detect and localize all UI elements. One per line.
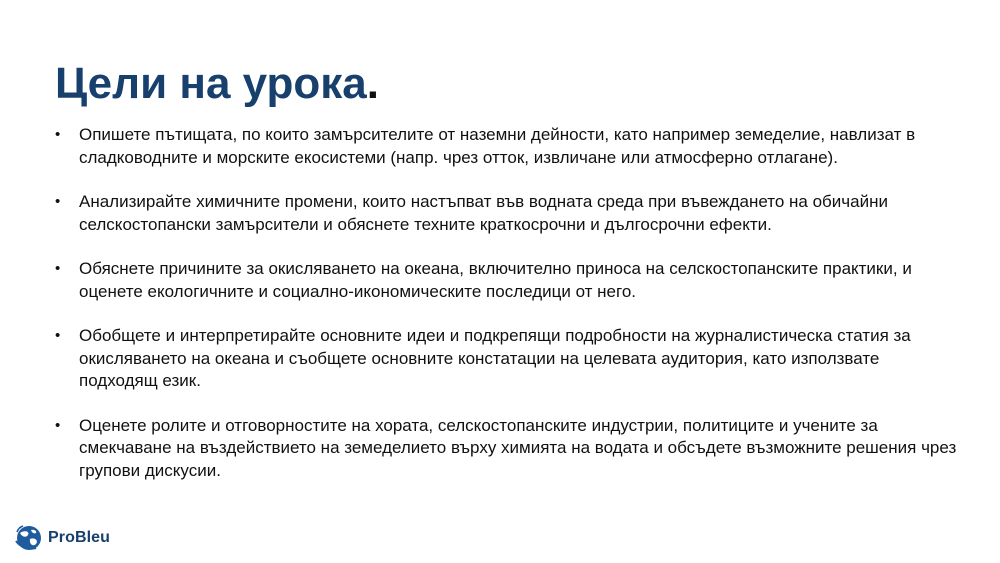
bullet-icon: • [55, 416, 61, 434]
objective-item [55, 258, 960, 303]
probleu-logo [14, 524, 110, 552]
objective-text: Обобщете и интерпретирайте основните идеи и подкрепящи подробности на журналистическа статия за окисляването на океана и съобщете основните констатации на целевата аудитория, като използвате подходящ език. [79, 326, 911, 390]
objective-text: Анализирайте химичните промени, които настъпват във водната среда при въвеждането на обичайни селскостопански замърсители и обяснете техните краткосрочни и дългосрочни ефекти. [79, 192, 888, 234]
objective-text: Обяснете причините за окисляването на океана, включително приноса на селскостопанските практики, и оценете екологичните и социално-икономическите последици от него. [79, 259, 912, 301]
bullet-icon: • [55, 193, 61, 210]
brand-name: ProBleu [48, 529, 111, 546]
objective-item [55, 325, 960, 393]
probleu-globe-icon [14, 524, 44, 552]
objective-text: Опишете пътищата, по които замърсителите от наземни дейности, като например земеделие, навлизат в сладководните и морските екосистеми (напр. чрез отток, извличане или атмосферно отлагане). [79, 125, 916, 167]
bullet-icon: • [55, 126, 61, 143]
title-dot: . [366, 59, 380, 108]
objective-item [55, 415, 960, 483]
objective-item [55, 124, 960, 169]
objective-text: Оценете ролите и отговорностите на хората, селскостопанските индустрии, политиците и учените за смекчаване на въздействието на земеделието върху химията на водата и обсъдете възможните решения чрез групови дискусии. [79, 415, 957, 480]
objectives-list [55, 124, 960, 504]
bullet-icon: • [55, 260, 61, 277]
page-title [55, 58, 379, 110]
objective-item [55, 191, 960, 236]
bullet-icon: • [55, 327, 61, 344]
title-text: Цели на урока [55, 59, 367, 108]
